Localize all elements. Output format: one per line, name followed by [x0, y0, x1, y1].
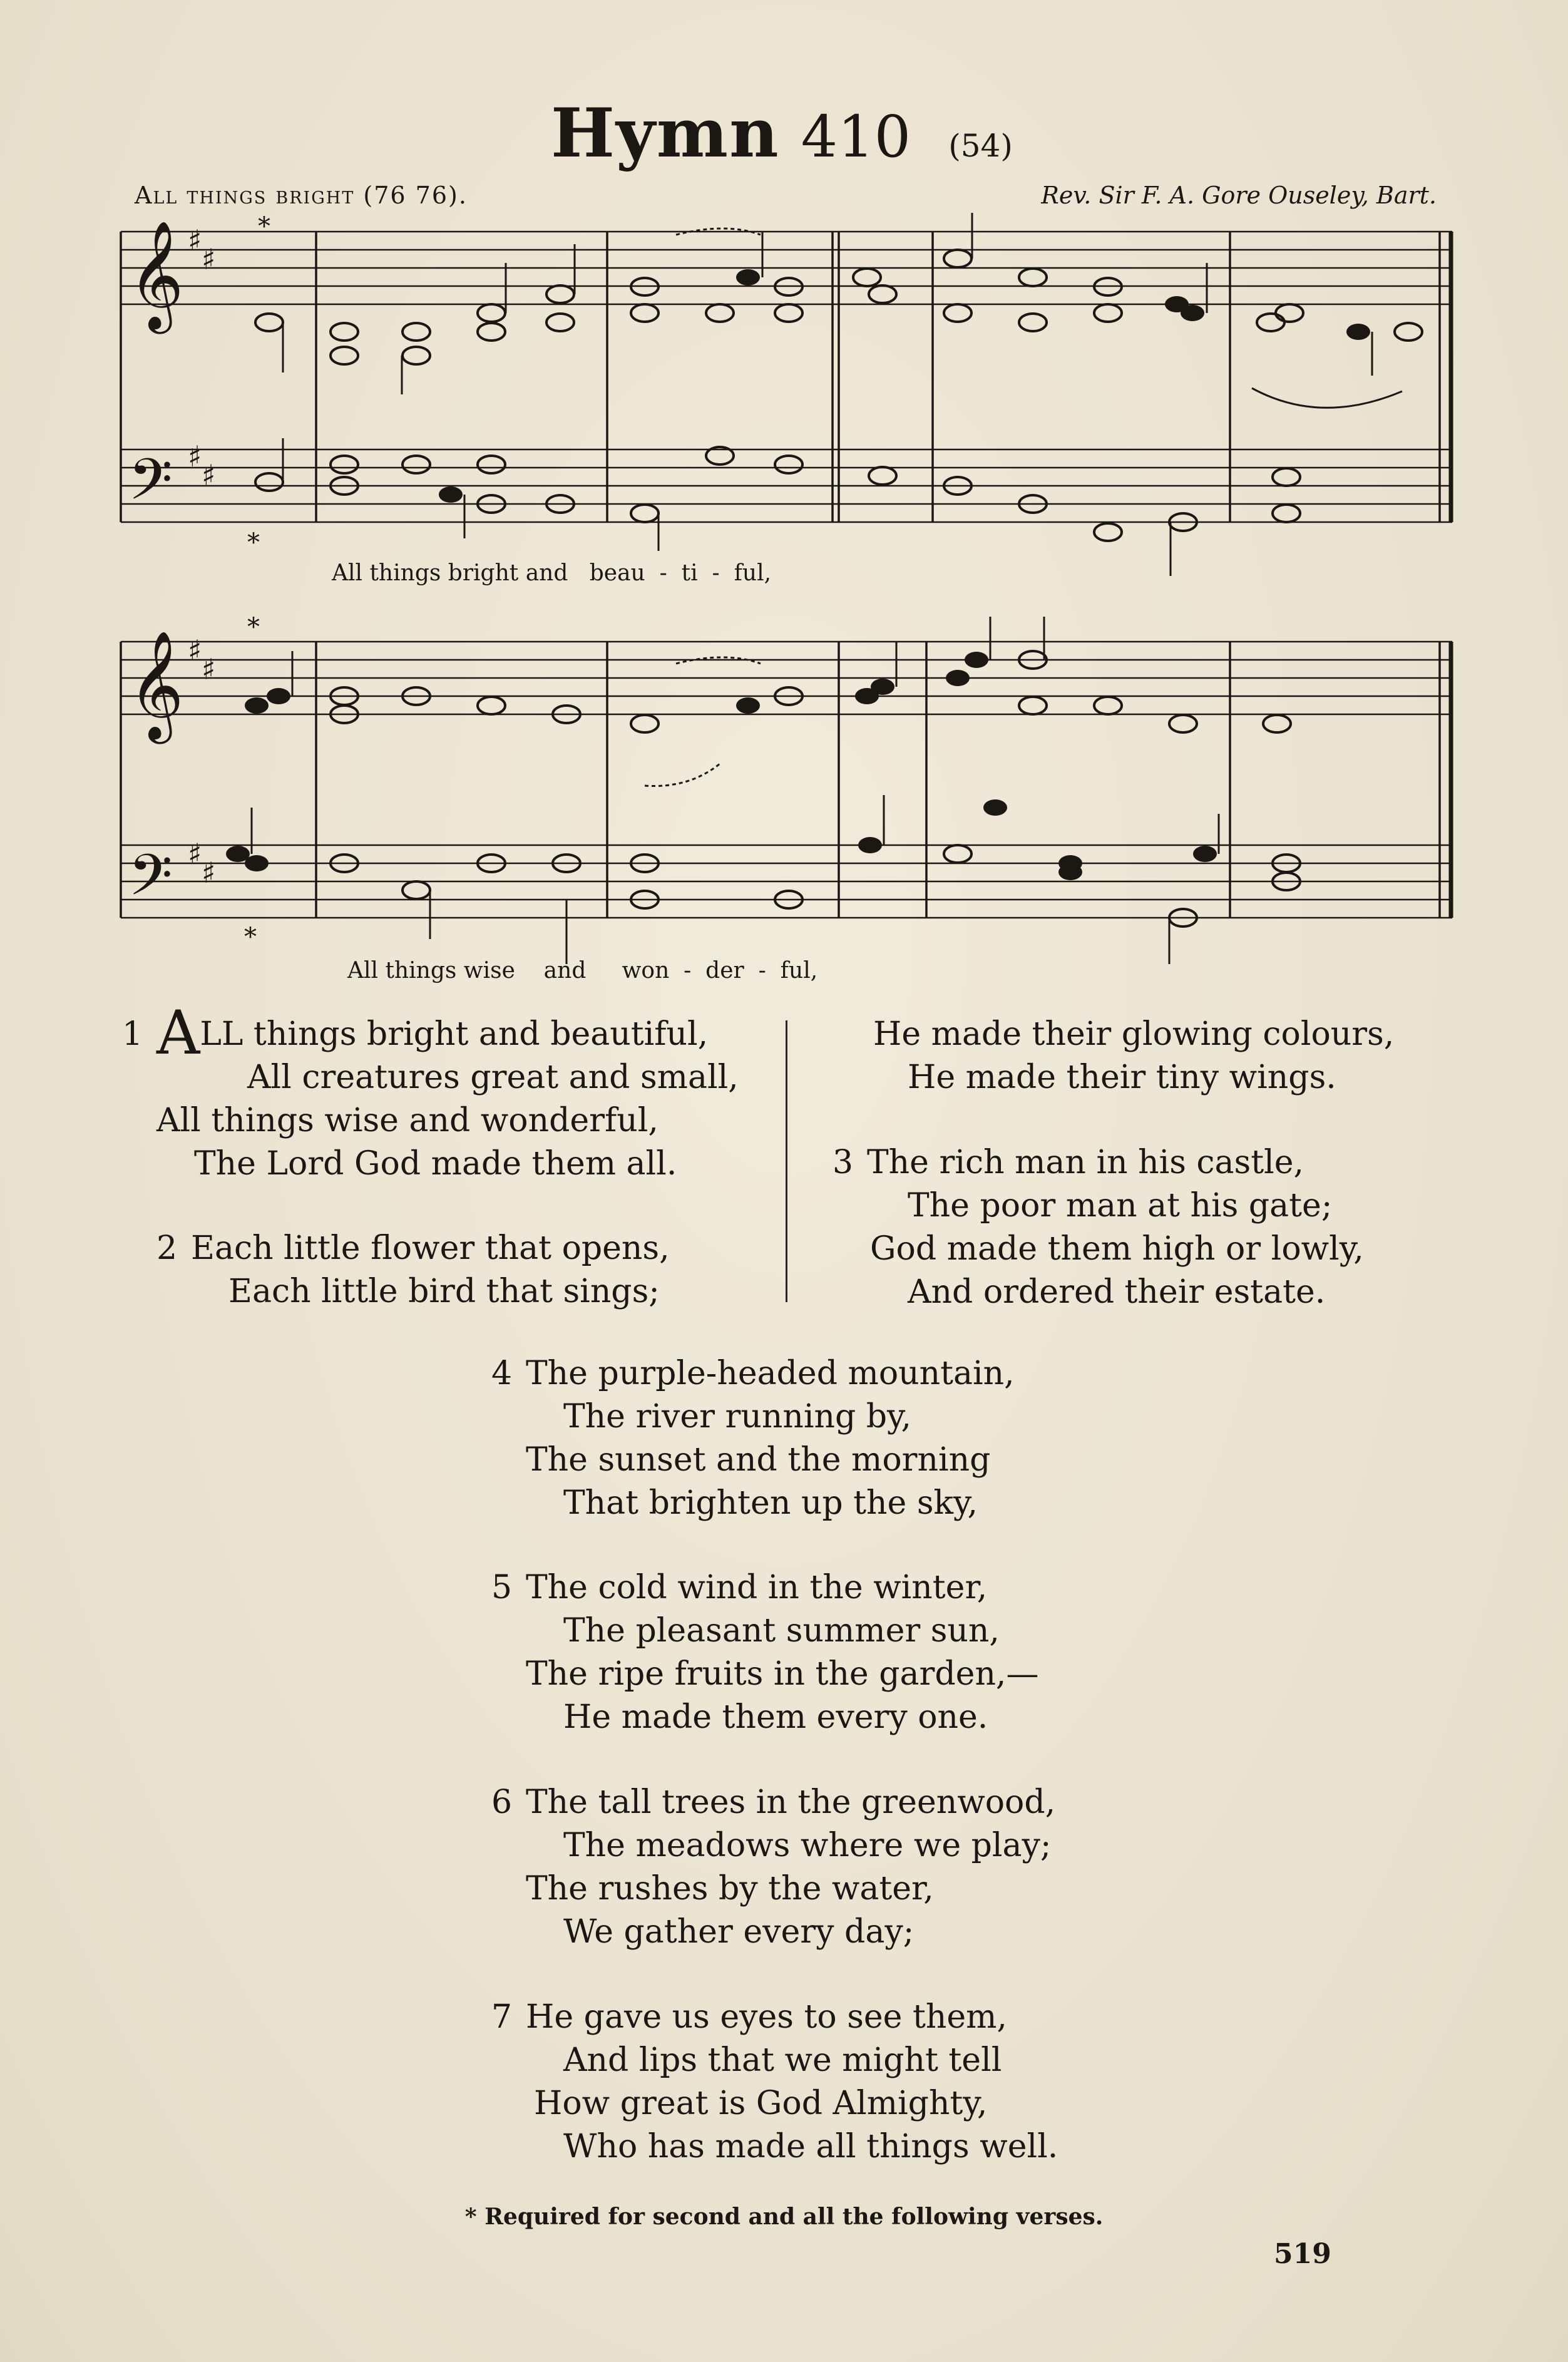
svg-text:♯: ♯	[188, 837, 202, 871]
original-number: (54)	[948, 128, 1013, 164]
system-2-bass-staff	[121, 845, 1452, 918]
svg-text:♯: ♯	[202, 242, 216, 276]
verse-number: 4	[491, 1355, 513, 1392]
composer: Rev. Sir F. A. Gore Ouseley, Bart.	[1041, 182, 1437, 209]
column-divider	[786, 1020, 787, 1302]
svg-text:*: *	[258, 212, 270, 241]
verse-3: 3 The rich man in his castle, The poor man at his gate; God made them high or lowly, And ordered their estate.	[833, 1141, 1364, 1314]
svg-text:♯: ♯	[188, 439, 202, 473]
svg-text:♯: ♯	[202, 856, 216, 890]
verse-number: 7	[491, 1998, 513, 2036]
svg-text:*: *	[247, 613, 260, 642]
svg-text:♯: ♯	[202, 652, 216, 686]
tune-name: All things bright (76 76).	[135, 182, 468, 209]
verse-number: 3	[833, 1144, 854, 1181]
verse-number: 6	[491, 1784, 513, 1821]
svg-text:*: *	[247, 528, 260, 557]
drop-cap: A	[156, 998, 200, 1068]
hymn-word: Hymn	[551, 94, 780, 173]
music-score	[0, 0, 1568, 1002]
svg-text:♯: ♯	[202, 458, 216, 492]
treble-clef-icon: 𝄞	[128, 630, 184, 739]
music-lyric-line-2: All things wise and won - der - ful,	[347, 958, 818, 983]
verse-7: 7 He gave us eyes to see them, And lips that we might tell How great is God Almighty, Who has made all things well.	[491, 1996, 1058, 2169]
svg-text:*: *	[244, 923, 257, 952]
system-2-treble-staff	[121, 642, 1452, 714]
verse-5: 5 The cold wind in the winter, The pleasant summer sun, The ripe fruits in the garden,— He made them every one.	[491, 1566, 1038, 1739]
verse-number: 1	[122, 1015, 143, 1053]
bass-clef-icon: 𝄢	[128, 842, 173, 922]
verse-1: 1 ALL things bright and beautiful, All creatures great and small, All things wise and wonderful, The Lord God made them all.	[122, 998, 739, 1183]
verse-2: 2 Each little flower that opens, Each little bird that sings;	[156, 1227, 670, 1313]
hymn-number: 410	[801, 103, 911, 170]
footnote: * Required for second and all the following verses.	[464, 2204, 1104, 2230]
music-lyric-line-1: All things bright and beau - ti - ful,	[332, 560, 772, 586]
svg-text:♯: ♯	[188, 634, 202, 667]
verse-number: 2	[156, 1230, 178, 1267]
system-1-treble-staff	[121, 232, 1452, 304]
verse-6: 6 The tall trees in the greenwood, The meadows where we play; The rushes by the water, We gather every day;	[491, 1781, 1055, 1954]
treble-clef-icon: 𝄞	[128, 220, 184, 329]
verse-4: 4 The purple-headed mountain, The river running by, The sunset and the morning That brighten up the sky,	[491, 1352, 1015, 1525]
page-number: 519	[1274, 2238, 1331, 2270]
verse-number: 5	[491, 1569, 513, 1606]
verse-2-continued: He made their glowing colours, He made their tiny wings.	[873, 1015, 1395, 1096]
bass-clef-icon: 𝄢	[128, 446, 173, 526]
system-1-bass-staff	[121, 449, 1452, 522]
svg-text:♯: ♯	[188, 223, 202, 257]
